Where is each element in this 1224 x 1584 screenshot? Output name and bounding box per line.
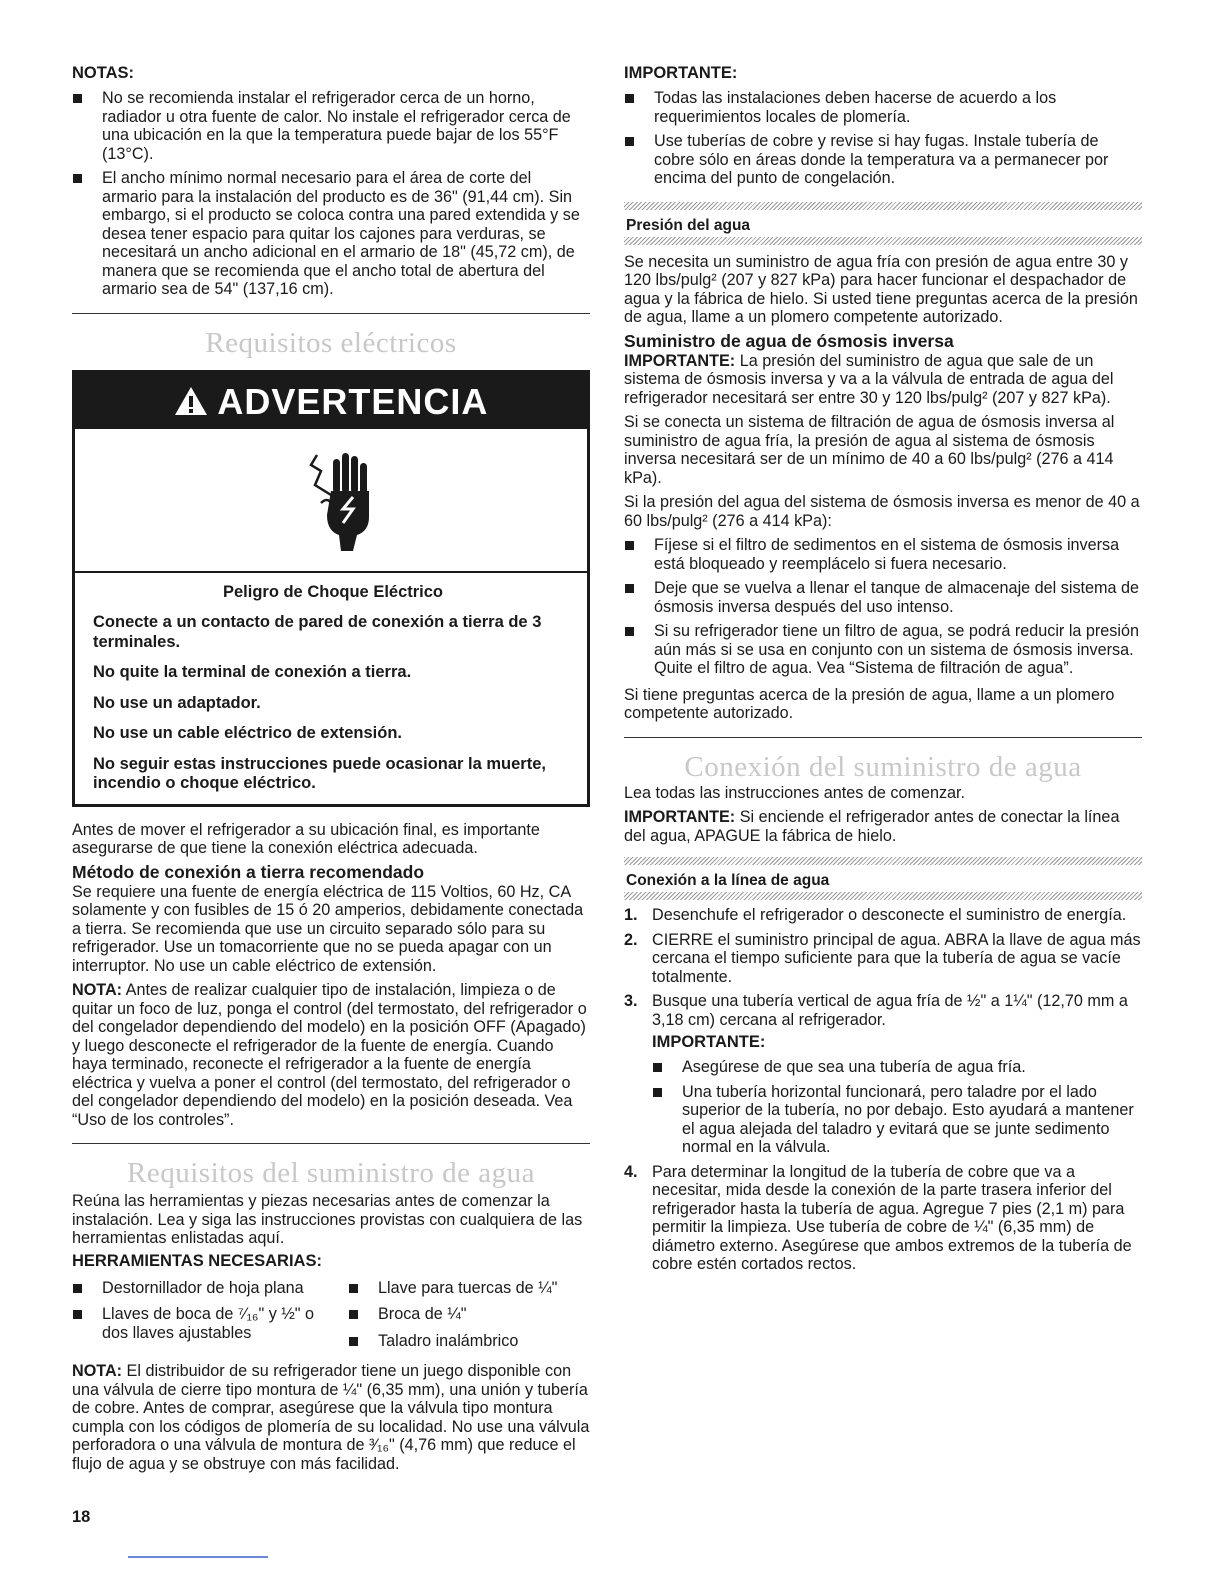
list-item: Una tubería horizontal funcionará, pero taladre por el lado superior de la tubería, no por debajo. Esto ayudará a mantener el agua alejada del taladro y evitará que se junte sedimento normal en la válvula.	[652, 1083, 1142, 1157]
warning-line: No seguir estas instrucciones puede ocasionar la muerte, incendio o choque eléctrico.	[93, 754, 546, 792]
left-column	[72, 64, 590, 1473]
warning-line: No quite la terminal de conexión a tierra.	[93, 663, 412, 681]
nota-text: Antes de realizar cualquier tipo de instalación, limpieza o de quitar un foco de luz, ponga el control (del termostato, del refrigerador o del congelador dependiendo del modelo) en la posición OFF (Apagado) y luego desconecte el refrigerador de la fuente de energía. Cuando haya terminado, reconecte el refrigerador a la fuente de energía eléctrica y vuelva a poner el control (del termostato, del refrigerador o del congelador dependiendo del modelo) en la posición deseada. Vea “Uso de los controles”.	[72, 981, 587, 1129]
list-item: Broca de ¼"	[348, 1305, 590, 1324]
paragraph	[72, 981, 590, 1129]
warning-triangle-icon	[174, 381, 218, 422]
hatch-divider	[624, 892, 1142, 900]
list-item: Asegúrese de que sea una tubería de agua fría.	[652, 1058, 1142, 1077]
warning-line: No use un adaptador.	[93, 693, 261, 712]
section-title-water-connection: Conexión del suministro de agua	[684, 750, 1082, 783]
notas-list	[72, 89, 590, 299]
step-text: CIERRE el suministro principal de agua. ABRA la llave de agua más cercana el tiempo suficiente para que la tubería de agua se vacíe totalmente.	[652, 930, 1141, 986]
subheading-grounding: Método de conexión a tierra recomendado	[72, 861, 425, 882]
paragraph: Lea todas las instrucciones antes de comenzar.	[624, 783, 966, 802]
list-item: No se recomienda instalar el refrigerador cerca de un horno, radiador u otra fuente de calor. No instale el refrigerador cerca de una ubicación en la que la temperatura puede bajar de los 55°F (13°C).	[72, 89, 590, 163]
notas-heading: NOTAS:	[72, 64, 135, 82]
step-number: 4.	[624, 1162, 638, 1181]
list-item: Taladro inalámbrico	[348, 1332, 590, 1351]
list-item: Llave para tuercas de ¼"	[348, 1279, 590, 1298]
importante-heading: IMPORTANTE:	[624, 64, 738, 82]
step-item	[624, 1163, 1142, 1274]
subheading-reverse-osmosis: Suministro de agua de ósmosis inversa	[624, 330, 954, 351]
tools-list-1	[72, 1271, 348, 1351]
list-item: El ancho mínimo normal necesario para el área de corte del armario para la instalación del producto es de 36" (91,44 cm). Sin embargo, si el producto se coloca contra una pared extendida y se desea tener espacio para quitar los cajones para verduras, se necesitará un ancho adicional en el armario de 18" (45,72 cm), de manera que se recomienda que el ancho total de abertura del armario sea de 54" (137,16 cm).	[72, 169, 590, 299]
tools-lists	[72, 1271, 590, 1351]
importante-text: La presión del suministro de agua que sale de un sistema de ósmosis inversa y va a la válvula de entrada de agua del refrigerador necesitará ser entre 30 y 120 lbs/pulg² (207 y 827 kPa).	[624, 351, 1114, 407]
step-text: Busque una tubería vertical de agua fría de ½" a 1¼" (12,70 mm a 3,18 cm) cercana al refrigerador.	[652, 992, 1128, 1029]
hazard-icon-area	[75, 429, 587, 573]
paragraph: Si tiene preguntas acerca de la presión de agua, llame a un plomero competente autorizado.	[624, 685, 1115, 722]
list-item: Use tuberías de cobre y revise si hay fugas. Instale tubería de cobre sólo en áreas donde la temperatura va a permanecer por encima del punto de congelación.	[624, 132, 1142, 188]
reverse-osmosis-list	[624, 536, 1142, 678]
hatch-divider	[624, 857, 1142, 865]
nota-text: El distribuidor de su refrigerador tiene un juego disponible con una válvula de cierre tipo montura de ¼" (6,35 mm), una unión y tubería de cobre. Antes de comprar, asegúrese que la válvula tipo montura cumpla con los códigos de plomería de su localidad. No use una válvula perforadora o una válvula de montura de ³⁄₁₆" (4,76 mm) que reduce el flujo de agua y se obstruye con más facilidad.	[72, 1362, 590, 1473]
section-divider	[72, 1143, 590, 1144]
list-item: Destornillador de hoja plana	[72, 1279, 348, 1298]
tools-list-2	[348, 1271, 590, 1351]
step-text: Para determinar la longitud de la tubería de cobre que va a necesitar, mida desde la conexión de la parte trasera inferior del refrigerador hasta la tubería de agua. Agregue 7 pies (2,1 m) para permitir la limpieza. Use tubería de cobre de ¼" (6,35 mm) de diámetro externo. Asegúrese que ambos extremos de la tubería de cobre estén cortados rectos.	[652, 1162, 1132, 1273]
warning-line: No use un cable eléctrico de extensión.	[93, 724, 403, 742]
importante-label: IMPORTANTE:	[624, 351, 736, 370]
nota-label: NOTA:	[72, 981, 123, 999]
importante-heading: IMPORTANTE:	[652, 1033, 766, 1051]
paragraph: Si la presión del agua del sistema de ósmosis inversa es menor de 40 a 60 lbs/pulg² (276 a 414 kPa):	[624, 493, 1140, 530]
step-item	[624, 992, 1142, 1157]
step-number: 3.	[624, 992, 638, 1010]
electric-shock-hand-icon	[307, 451, 377, 560]
importante-list	[624, 89, 1142, 188]
section-divider	[624, 737, 1142, 738]
importante-text: Si enciende el refrigerador antes de conectar la línea del agua, APAGUE la fábrica de hielo.	[624, 808, 1120, 845]
list-item: Fíjese si el filtro de sedimentos en el sistema de ósmosis inversa está bloqueado y reemplácelo si fuera necesario.	[624, 536, 1142, 573]
subheading-pressure: Presión del agua	[626, 216, 751, 234]
warning-header-text: ADVERTENCIA	[217, 380, 489, 422]
paragraph: Reúna las herramientas y piezas necesarias antes de comenzar la instalación. Lea y siga las instrucciones provistas con cualquiera de las herramientas enlistadas aquí.	[72, 1192, 583, 1247]
step-number: 2.	[624, 930, 638, 949]
list-item: Si su refrigerador tiene un filtro de agua, se podrá reducir la presión aún más si se usa en conjunto con un sistema de ósmosis inversa. Quite el filtro de agua. Vea “Sistema de filtración de agua”.	[624, 622, 1142, 678]
footer-link-bar	[128, 1556, 268, 1558]
list-item: Deje que se vuelva a llenar el tanque de almacenaje del sistema de ósmosis inversa después del uso intenso.	[624, 579, 1142, 616]
step3-list	[652, 1058, 1142, 1157]
section-title-electrical: Requisitos eléctricos	[205, 326, 457, 359]
paragraph	[72, 1362, 590, 1473]
paragraph: Se necesita un suministro de agua fría con presión de agua entre 30 y 120 lbs/pulg² (207 y 827 kPa) para hacer funcionar el despachador de agua y la fábrica de hielo. Si usted tiene preguntas acerca de la presión de agua, llame a un plomero competente autorizado.	[624, 252, 1138, 326]
subheading-water-line: Conexión a la línea de agua	[626, 872, 830, 889]
list-item: Llaves de boca de ⁷⁄₁₆" y ½" o dos llaves ajustables	[72, 1305, 348, 1342]
right-column	[624, 64, 1142, 1274]
paragraph: Antes de mover el refrigerador a su ubicación final, es importante asegurarse de que tiene la conexión eléctrica adecuada.	[72, 820, 540, 857]
section-divider	[72, 313, 590, 314]
paragraph: Se requiere una fuente de energía eléctrica de 115 Voltios, 60 Hz, CA solamente y con fusibles de 15 ó 20 amperios, debidamente conectada a tierra. Se recomienda que use un circuito separado sólo para su refrigerador. Use un tomacorriente que no se pueda apagar con un interruptor. No use un cable eléctrico de extensión.	[72, 882, 584, 975]
steps-list	[624, 906, 1142, 1274]
warning-line: Peligro de Choque Eléctrico	[222, 582, 444, 601]
step-item	[624, 906, 1142, 925]
warning-box	[72, 370, 590, 807]
tools-heading: HERRAMIENTAS NECESARIAS:	[72, 1251, 322, 1270]
warning-header	[75, 373, 587, 429]
hatch-divider	[624, 237, 1142, 245]
paragraph	[624, 808, 1142, 845]
step-item	[624, 931, 1142, 987]
section-title-water-requirements: Requisitos del suministro de agua	[127, 1157, 535, 1189]
paragraph: Si se conecta un sistema de filtración de agua de ósmosis inversa al suministro de agua fría, la presión de agua al sistema de ósmosis inversa necesitará ser de un mínimo de 40 a 60 lbs/pulg² (276 a 414 kPa).	[624, 413, 1115, 487]
hatch-divider	[624, 202, 1142, 210]
warning-line: Conecte a un contacto de pared de conexión a tierra de 3 terminales.	[93, 613, 542, 651]
warning-body	[75, 573, 587, 804]
page-number: 18	[72, 1508, 91, 1526]
importante-label: IMPORTANTE:	[624, 808, 736, 826]
step-number: 1.	[624, 906, 638, 924]
step-text: Desenchufe el refrigerador o desconecte el suministro de energía.	[652, 906, 1127, 924]
nota-label: NOTA:	[72, 1362, 123, 1380]
list-item: Todas las instalaciones deben hacerse de acuerdo a los requerimientos locales de plomería.	[624, 89, 1142, 126]
paragraph	[624, 352, 1142, 408]
